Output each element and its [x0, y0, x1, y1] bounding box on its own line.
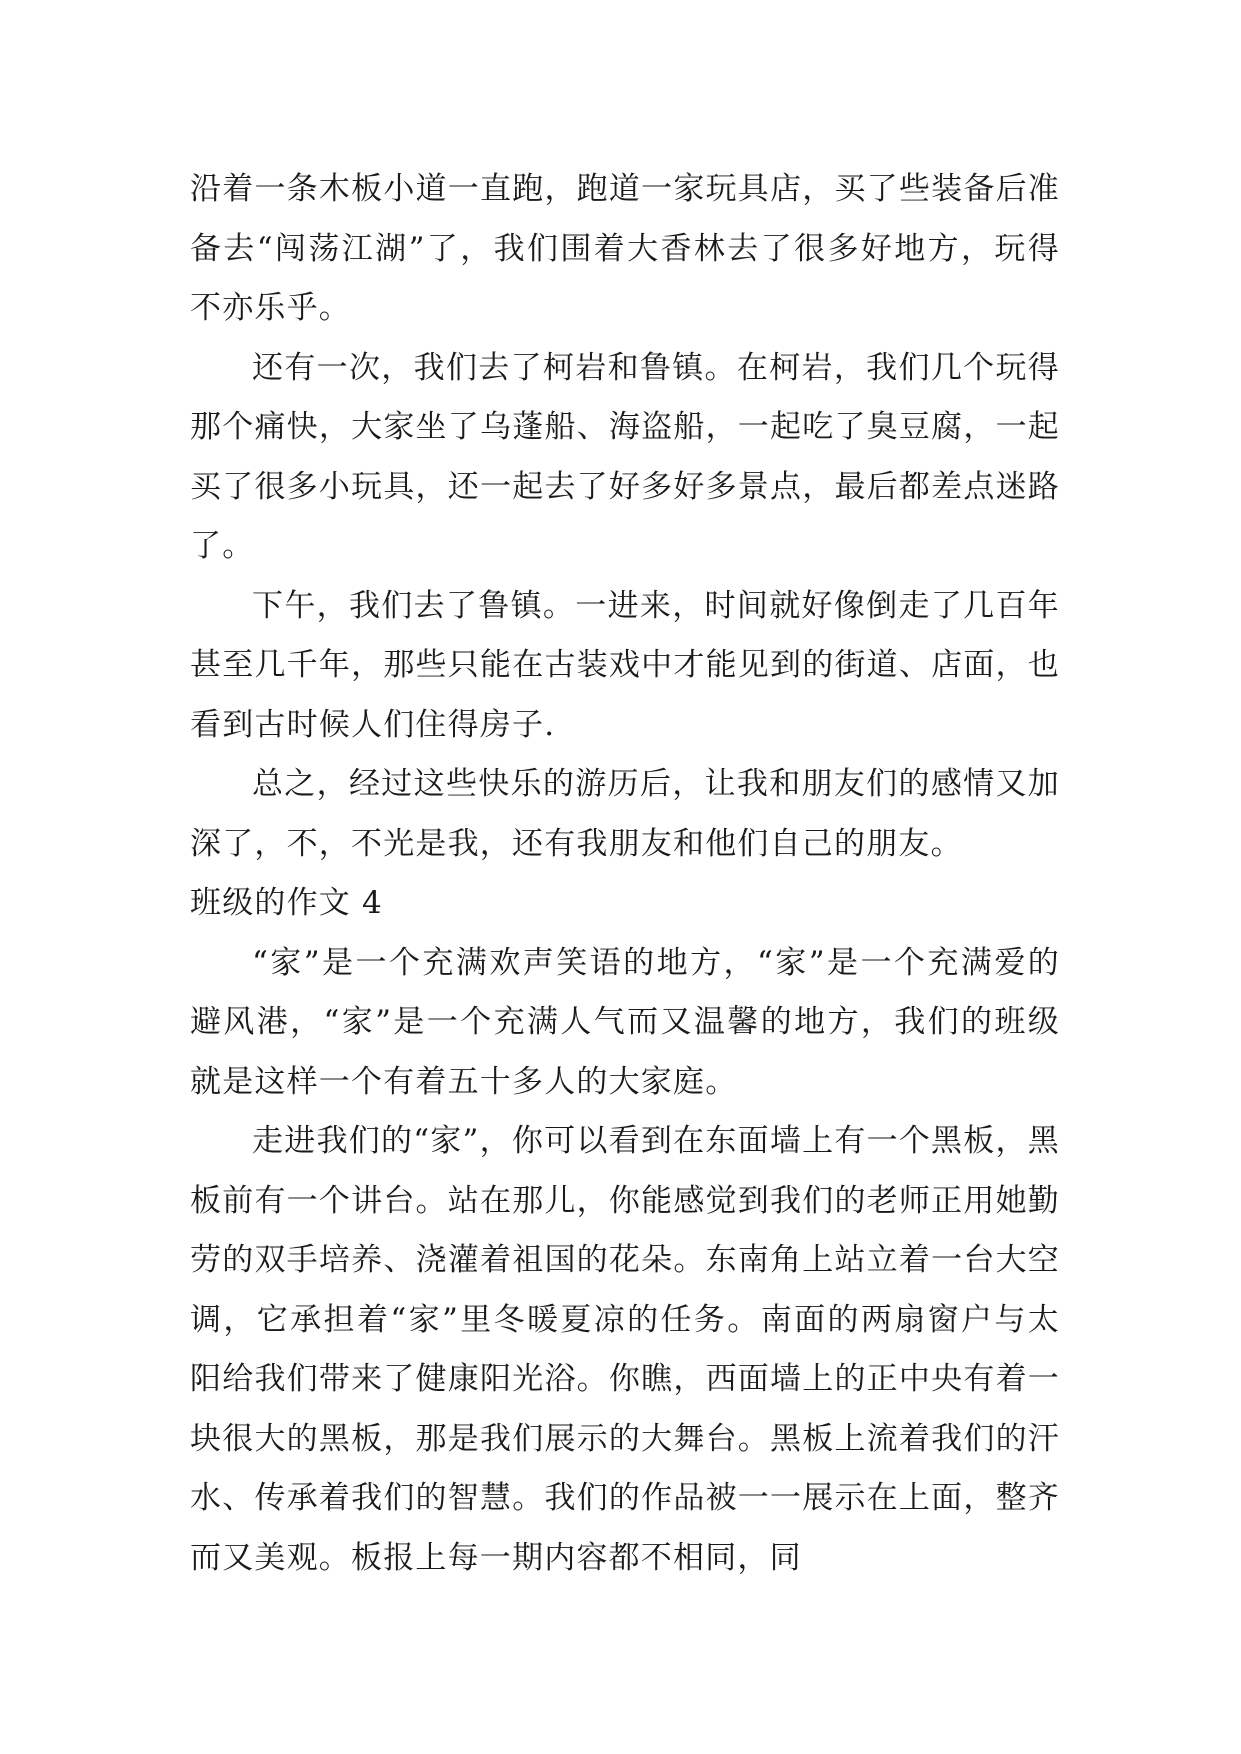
document-page — [190, 160, 1060, 1588]
section-heading: 班级的作文 4 — [190, 885, 383, 921]
paragraph-2: 还有一次，我们去了柯岩和鲁镇。在柯岩，我们几个玩得那个痛快，大家坐了乌蓬船、海盗船，一起吃了臭豆腐，一起买了很多小玩具，还一起去了好多好多景点，最后都差点迷路了。 — [190, 349, 1060, 564]
paragraph-1: 沿着一条木板小道一直跑，跑道一家玩具店，买了些装备后准备去“闯荡江湖”了，我们围着大香林去了很多好地方，玩得不亦乐乎。 — [190, 171, 1060, 326]
paragraph-3: 下午，我们去了鲁镇。一进来，时间就好像倒走了几百年甚至几千年，那些只能在古装戏中才能见到的街道、店面，也看到古时候人们住得房子. — [190, 587, 1060, 743]
paragraph-4: 总之，经过这些快乐的游历后，让我和朋友们的感情又加深了，不，不光是我，还有我朋友和他们自己的朋友。 — [190, 766, 1060, 862]
paragraph-6: 走进我们的“家”，你可以看到在东面墙上有一个黑板，黑板前有一个讲台。站在那儿，你能感觉到我们的老师正用她勤劳的双手培养、浇灌着祖国的花朵。东南角上站立着一台大空调，它承担着“家”里冬暖夏凉的任务。南面的两扇窗户与太阳给我们带来了健康阳光浴。你瞧，西面墙上的正中央有着一块很大的黑板，那是我们展示的大舞台。黑板上流着我们的汗水、传承着我们的智慧。我们的作品被一一展示在上面，整齐而又美观。板报上每一期内容都不相同，同 — [190, 1123, 1060, 1576]
paragraph-5: “家”是一个充满欢声笑语的地方，“家”是一个充满爱的避风港，“家”是一个充满人气而又温馨的地方，我们的班级就是这样一个有着五十多人的大家庭。 — [190, 944, 1060, 1100]
